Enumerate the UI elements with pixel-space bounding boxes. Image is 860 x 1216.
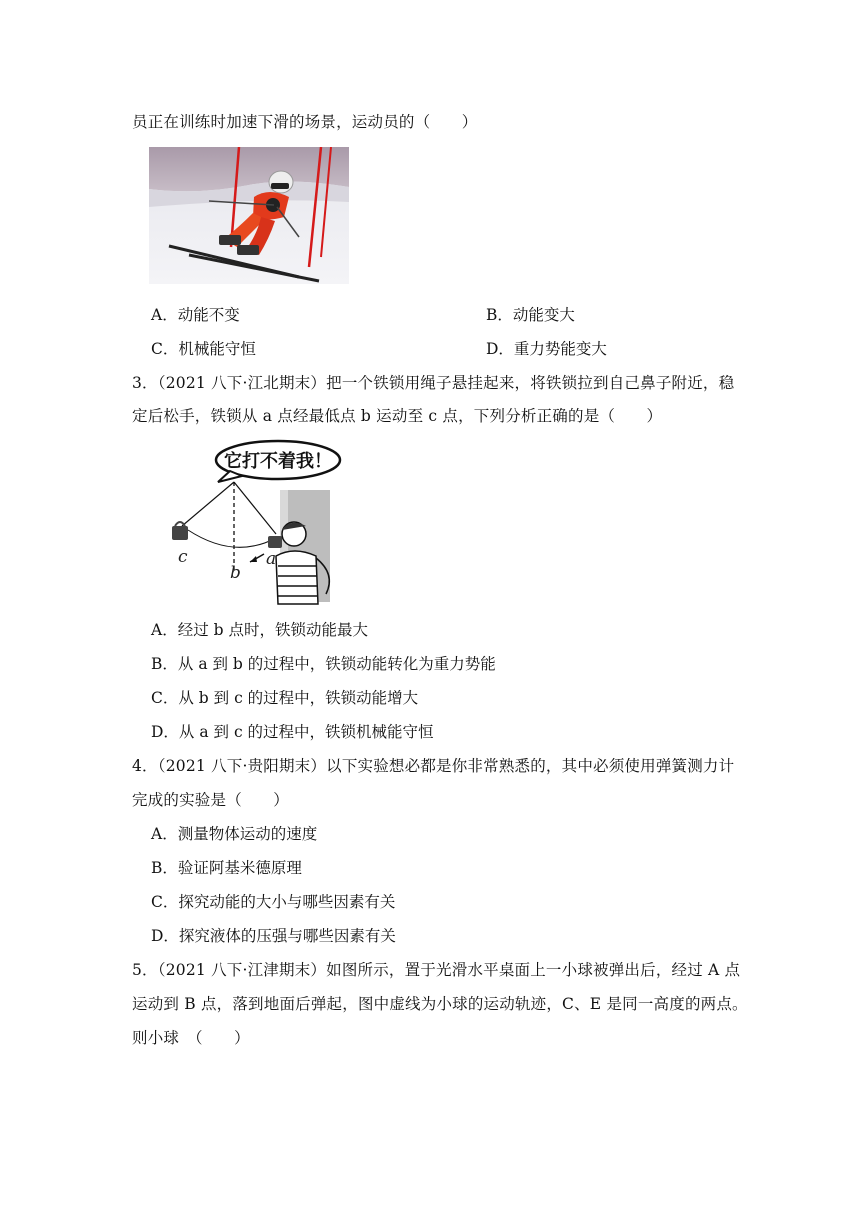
q5-stem-line3: 则小球 （ ） bbox=[132, 1029, 250, 1047]
label-c: c bbox=[178, 547, 188, 567]
q3-stem-line1: 3．（2021 八下·江北期末）把一个铁锁用绳子悬挂起来，将铁锁拉到自己鼻子附近，稳 bbox=[132, 374, 735, 392]
q5-stem-line2: 运动到 B 点，落到地面后弹起，图中虚线为小球的运动轨迹，C、E 是同一高度的两点。 bbox=[132, 995, 748, 1013]
q4-stem-line1: 4．（2021 八下·贵阳期末）以下实验想必都是你非常熟悉的，其中必须使用弹簧测力计 bbox=[132, 757, 735, 775]
skier-photo bbox=[149, 147, 349, 284]
q3-stem-line2: 定后松手，铁锁从 a 点经最低点 b 运动至 c 点，下列分析正确的是（ ） bbox=[132, 407, 663, 425]
q3-option-a: A．经过 b 点时，铁锁动能最大 bbox=[151, 621, 368, 639]
q4-option-a: A．测量物体运动的速度 bbox=[151, 825, 318, 843]
q4-option-d: D．探究液体的压强与哪些因素有关 bbox=[151, 927, 396, 945]
q3-option-c: C．从 b 到 c 的过程中，铁锁动能增大 bbox=[151, 689, 419, 707]
q2-option-c: C．机械能守恒 bbox=[151, 340, 256, 358]
q3-option-b: B．从 a 到 b 的过程中，铁锁动能转化为重力势能 bbox=[151, 655, 496, 673]
label-b: b bbox=[230, 563, 241, 583]
q4-option-b: B．验证阿基米德原理 bbox=[151, 859, 302, 877]
q4-stem-line2: 完成的实验是（ ） bbox=[132, 791, 290, 809]
label-a: a bbox=[266, 549, 277, 569]
q2-option-b: B．动能变大 bbox=[486, 306, 575, 324]
q4-option-c: C．探究动能的大小与哪些因素有关 bbox=[151, 893, 396, 911]
speech-bubble-text: 它打不着我！ bbox=[224, 451, 332, 472]
q2-option-d: D．重力势能变大 bbox=[486, 340, 607, 358]
q2-option-a: A．动能不变 bbox=[151, 306, 240, 324]
q3-option-d: D．从 a 到 c 的过程中，铁锁机械能守恒 bbox=[151, 723, 434, 741]
pendulum-figure bbox=[166, 438, 356, 606]
q5-stem-line1: 5．（2021 八下·江津期末）如图所示，置于光滑水平桌面上一小球被弹出后，经过 A 点 bbox=[132, 961, 741, 979]
q2-stem-tail: 员正在训练时加速下滑的场景，运动员的（ ） bbox=[132, 113, 478, 131]
